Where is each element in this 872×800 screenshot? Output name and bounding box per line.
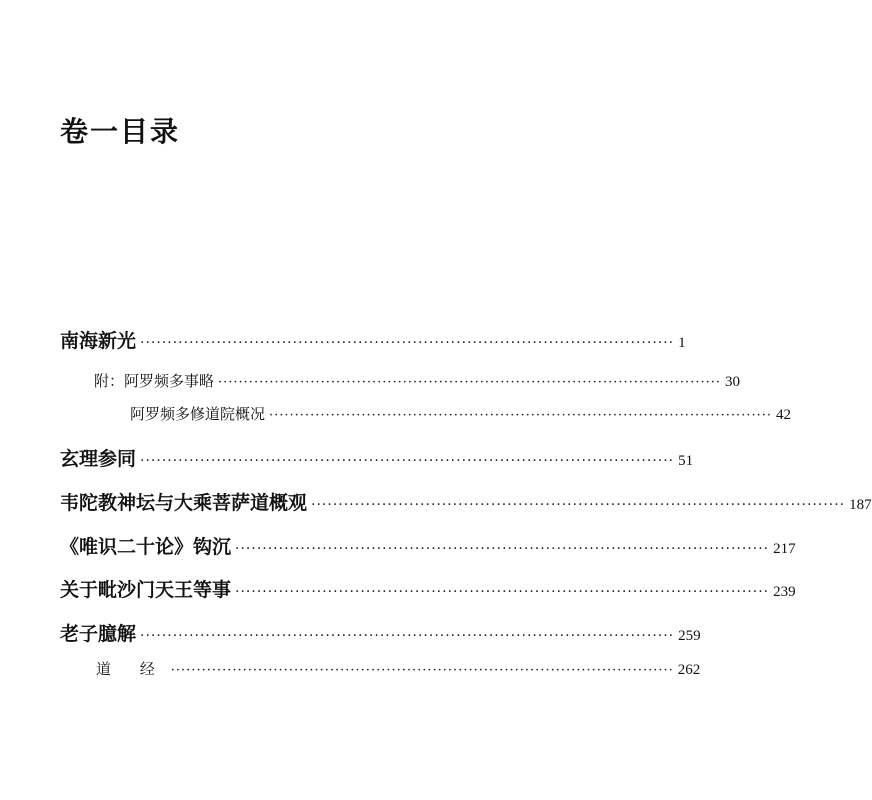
toc-entry-page: 259 <box>678 628 701 644</box>
leader-dots: ·································································································· <box>140 335 675 351</box>
leader-dots: ·································································································· <box>269 408 772 423</box>
leader-dots: ·································································································· <box>140 453 675 469</box>
leader-dots: ·································································································· <box>311 497 846 513</box>
toc-entry <box>96 658 701 679</box>
toc-entry-title: 老子臆解 <box>60 623 137 645</box>
leader-dots: ·································································································· <box>170 663 674 678</box>
toc-entry-page: 262 <box>677 662 701 678</box>
leader-dots: ·································································································· <box>140 628 675 644</box>
toc-entry-title: 道 经 <box>96 660 167 678</box>
toc-entry-page: 30 <box>724 374 740 390</box>
leader-dots: ·································································································· <box>218 375 721 390</box>
toc-entry <box>60 488 872 515</box>
toc-entry-page: 187 <box>849 497 872 513</box>
toc-entry-page: 1 <box>678 335 686 351</box>
toc-entry <box>94 370 740 391</box>
toc-entry-title: 附：阿罗频多事略 <box>94 372 215 390</box>
toc-entry <box>60 444 694 471</box>
toc-entry-title: 关于毗沙门天王等事 <box>60 579 232 601</box>
toc-entry-title: 韦陀教神坛与大乘菩萨道概观 <box>60 492 308 514</box>
toc-entry <box>60 326 686 353</box>
toc-entry-page: 42 <box>775 407 791 423</box>
toc-entry <box>60 532 796 559</box>
toc-entry-title: 《唯识二十论》钩沉 <box>60 536 232 558</box>
leader-dots: ·································································································· <box>235 584 770 600</box>
toc-entry-page: 217 <box>773 541 796 557</box>
toc-entry-title: 阿罗频多修道院概况 <box>130 405 266 423</box>
toc-entry-page: 239 <box>773 584 796 600</box>
toc-entry <box>130 403 791 424</box>
leader-dots: ·································································································· <box>235 541 770 557</box>
toc-entry-title: 南海新光 <box>60 330 137 352</box>
toc-entry-page: 51 <box>678 453 694 469</box>
toc-entry-title: 玄理参同 <box>60 448 137 470</box>
toc-entry <box>60 575 796 602</box>
page-title: 卷一目录 <box>60 115 181 148</box>
toc-entry <box>60 619 701 646</box>
